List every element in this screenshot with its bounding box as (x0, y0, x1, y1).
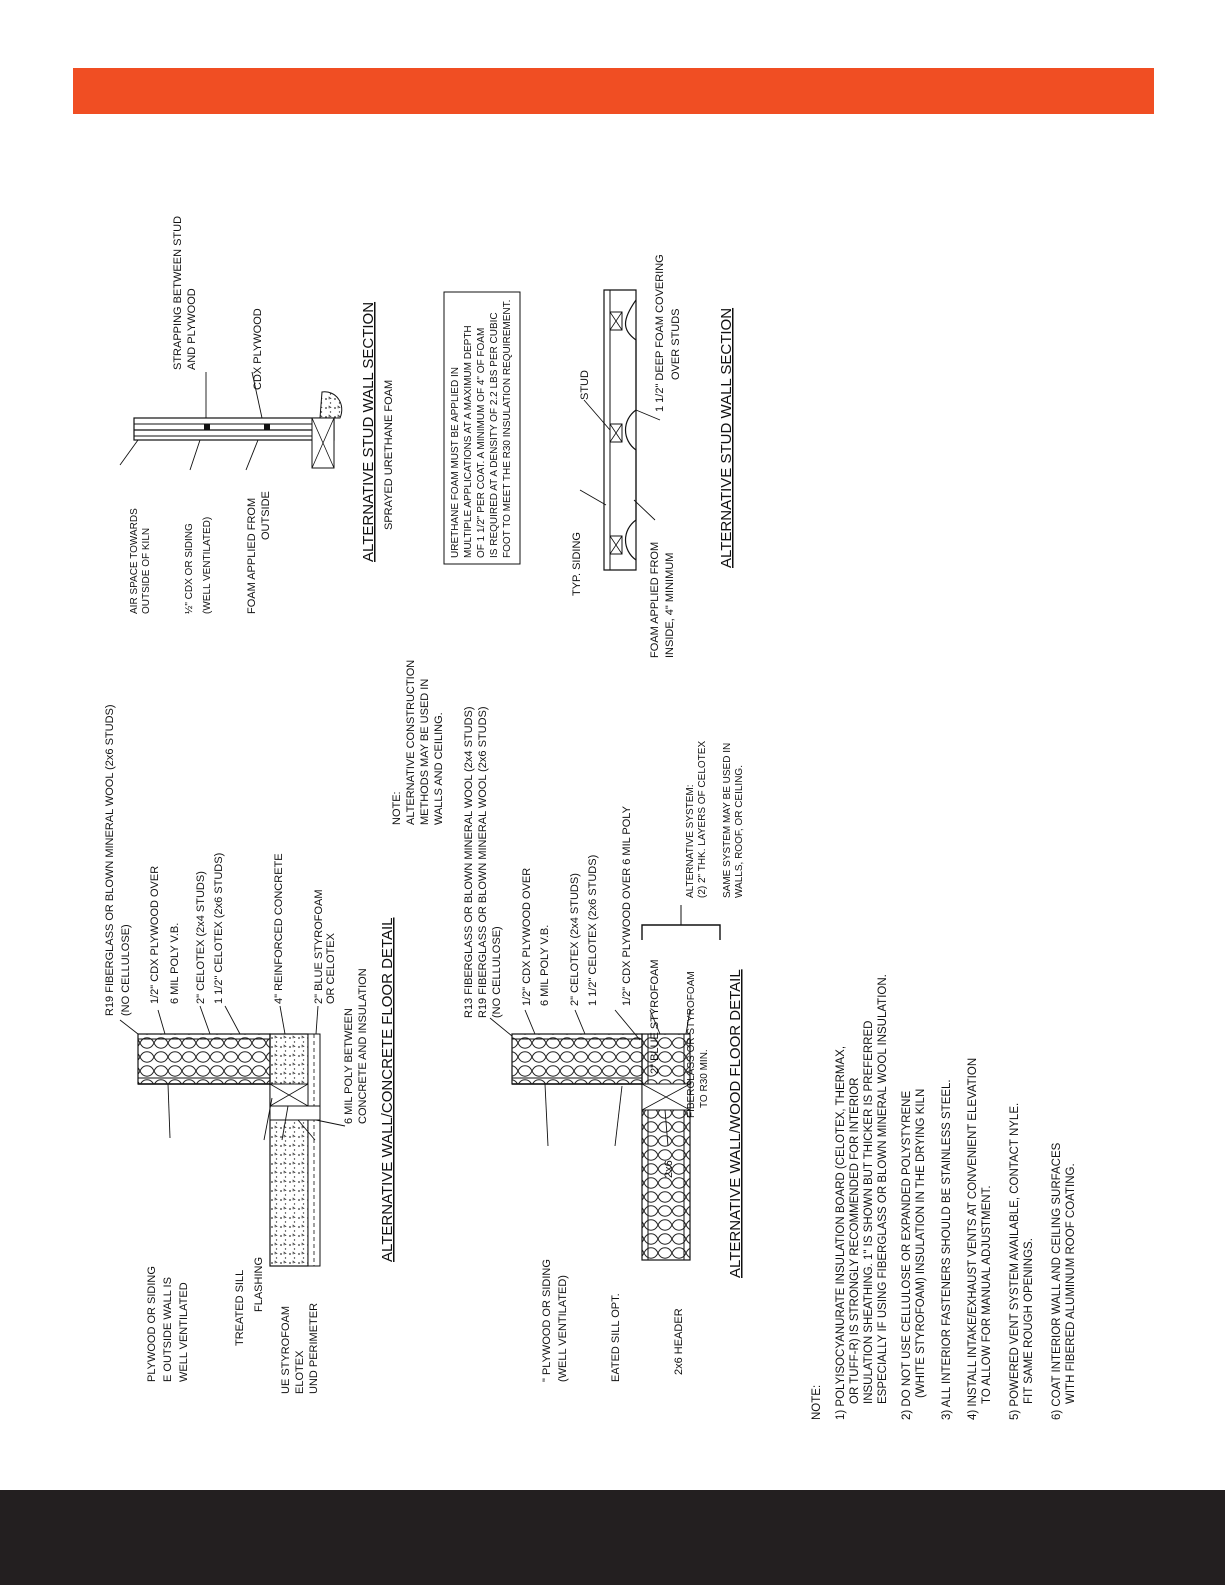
concrete-flashing-label: FLASHING (253, 1256, 265, 1312)
stud1-strap-label-1: STRAPPING BETWEEN STUD (172, 215, 184, 370)
wood-plywood-label-1: " PLYWOOD OR SIDING (541, 1259, 553, 1382)
concrete-plywood-label-1: PLYWOOD OR SIDING (146, 1266, 158, 1382)
stud2-inside-label-2: INSIDE, 4" MINIMUM (664, 552, 676, 658)
concrete-mil-poly-label-2: CONCRETE AND INSULATION (357, 968, 369, 1124)
stud2-deep-label-2: OVER STUDS (670, 308, 682, 380)
alt-system-label-2: (2) 2" THK. LAYERS OF CELOTEX (697, 740, 708, 898)
concrete-detail-title: ALTERNATIVE WALL/CONCRETE FLOOR DETAIL (379, 917, 396, 1262)
wood-2x6-label: 2x6 (663, 1160, 675, 1178)
wood-cdx-over-poly-label: 1/2" CDX PLYWOOD OVER 6 MIL POLY (621, 806, 633, 1006)
stud2-title: ALTERNATIVE STUD WALL SECTION (718, 307, 735, 568)
wood-blue-styro-label: 2" BLUE STYROFOAM (649, 959, 661, 1074)
stud1-subtitle: SPRAYED URETHANE FOAM (383, 379, 395, 530)
wood-r19-label: R19 FIBERGLASS OR BLOWN MINERAL WOOL (2x6 STUDS) (477, 706, 489, 1018)
concrete-perimeter-label-1: UE STYROFOAM (280, 1305, 292, 1394)
note-3: 3) ALL INTERIOR FASTENERS SHOULD BE STAINLESS STEEL. (941, 1079, 953, 1420)
stud-section-2-graphic (580, 290, 660, 570)
urethane-line-3: OF 1 1/2" PER COAT. A MINIMUM OF 4" OF FOAM (476, 327, 487, 558)
stud-section-1-graphic (120, 372, 342, 470)
note-6-line-2: WITH FIBERED ALUMINUM ROOF COATING. (1065, 1163, 1077, 1404)
urethane-line-4: IS REQUIRED AT A DENSITY OF 2.2 LBS PER CUBIC (489, 312, 500, 558)
wood-r13-label: R13 FIBERGLASS OR BLOWN MINERAL WOOL (2x4 STUDS) (463, 706, 475, 1018)
mid-note-line-2: METHODS MAY BE USED IN (419, 678, 431, 825)
wood-poly-label: 6 MIL POLY V.B. (539, 924, 551, 1006)
concrete-cdx-label: 1/2" CDX PLYWOOD OVER (149, 865, 161, 1004)
stud2-inside-label-1: FOAM APPLIED FROM (649, 541, 661, 658)
alt-system-label-3: SAME SYSTEM MAY BE USED IN (722, 742, 733, 898)
stud1-title: ALTERNATIVE STUD WALL SECTION (360, 301, 377, 562)
notes-heading: NOTE: (811, 1384, 823, 1420)
concrete-r19-label: R19 FIBERGLASS OR BLOWN MINERAL WOOL (2x6 STUDS) (104, 704, 116, 1016)
note-4-line-2: TO ALLOW FOR MANUAL ADJUSTMENT. (981, 1185, 993, 1404)
stud1-air-label-2: OUTSIDE OF KILN (141, 527, 152, 614)
note-1-line-2: OR TUFF-R) IS STRONGLY RECOMMENDED FOR INTERIOR (849, 1077, 861, 1404)
concrete-perimeter-label-2: ELOTEX (294, 1350, 306, 1394)
note-2-line-1: 2) DO NOT USE CELLULOSE OR EXPANDED POLYSTYRENE (901, 1090, 913, 1420)
concrete-poly-label: 6 MIL POLY V.B. (169, 922, 181, 1004)
mid-note-line-1: ALTERNATIVE CONSTRUCTION (405, 659, 417, 825)
stud1-foam-label-1: FOAM APPLIED FROM (246, 497, 258, 614)
note-1-line-4: ESPECIALLY IF USING FIBERGLASS OR BLOWN MINERAL WOOL INSULATION. (877, 974, 889, 1404)
stud1-air-label-1: AIR SPACE TOWARDS (129, 508, 140, 614)
concrete-plywood-label-2: E OUTSIDE WALL IS (162, 1277, 174, 1382)
note-6-line-1: 6) COAT INTERIOR WALL AND CEILING SURFACES (1051, 1142, 1063, 1420)
wood-no-cellulose-label: (NO CELLULOSE) (491, 926, 503, 1018)
concrete-detail-graphic (120, 1006, 345, 1266)
note-4-line-1: 4) INSTALL INTAKE/EXHAUST VENTS AT CONVENIENT ELEVATION (967, 1057, 979, 1420)
mid-note-line-3: WALLS AND CEILING. (433, 712, 445, 825)
note-5-line-2: FIT SAME ROUGH OPENINGS. (1023, 1238, 1035, 1404)
stud1-cdx-plywood-label: CDX PLYWOOD (252, 308, 264, 390)
concrete-sill-label: TREATED SILL (234, 1269, 246, 1346)
wood-detail-title: ALTERNATIVE WALL/WOOD FLOOR DETAIL (727, 969, 744, 1278)
concrete-mil-poly-label-1: 6 MIL POLY BETWEEN (343, 1008, 355, 1124)
stud2-deep-label-1: 1 1/2" DEEP FOAM COVERING (654, 254, 666, 412)
stud2-siding-label: TYP. SIDING (571, 532, 583, 596)
wood-header-label: 2x6 HEADER (673, 1308, 685, 1375)
stud1-strap-label-2: AND PLYWOOD (186, 288, 198, 370)
footer-band (0, 1490, 1225, 1585)
urethane-line-2: MULTIPLE APPLICATIONS AT A MAXIMUM DEPTH (463, 325, 474, 558)
concrete-perimeter-label-3: UND PERIMETER (308, 1302, 320, 1394)
note-1-line-3: INSULATION SHEATHING. 1" IS SHOWN BUT THICKER IS PREFERRED (863, 1020, 875, 1404)
urethane-line-5: FOOT TO MEET THE R30 INSULATION REQUIREMENT. (502, 299, 513, 558)
urethane-line-1: URETHANE FOAM MUST BE APPLIED IN (450, 367, 461, 558)
stud2-stud-label: STUD (579, 370, 591, 400)
concrete-no-cellulose-label: (NO CELLULOSE) (120, 924, 132, 1016)
wood-fiberglass-label-2: TO R30 MIN. (699, 1049, 710, 1108)
concrete-styro-label-2: OR CELOTEX (325, 933, 337, 1004)
wood-plywood-label-2: (WELL VENTILATED) (557, 1275, 569, 1382)
mid-note-heading: NOTE: (391, 791, 403, 825)
wood-celotex-2x4-label: 2" CELOTEX (2x4 STUDS) (569, 873, 581, 1006)
wood-celotex-2x6-label: 1 1/2" CELOTEX (2x6 STUDS) (587, 854, 599, 1006)
note-5-line-1: 5) POWERED VENT SYSTEM AVAILABLE, CONTACT NYLE. (1009, 1102, 1021, 1420)
concrete-styro-label-1: 2" BLUE STYROFOAM (313, 889, 325, 1004)
note-1-line-1: 1) POLYISOCYANURATE INSULATION BOARD (CELOTEX, THERMAX, (835, 1045, 847, 1420)
note-2-line-2: (WHITE STYROFOAM) INSULATION IN THE DRYING KILN (915, 1088, 927, 1398)
wood-cdx-label: 1/2" CDX PLYWOOD OVER (521, 867, 533, 1006)
wood-fiberglass-label-1: FIBERGLASS OR STYROFOAM (686, 971, 697, 1118)
concrete-reinforced-label: 4" REINFORCED CONCRETE (273, 853, 285, 1004)
stud1-cdx-label-2: (WELL VENTILATED) (202, 516, 213, 614)
wood-sill-label: EATED SILL OPT. (610, 1293, 622, 1382)
concrete-plywood-label-3: WELL VENTILATED (178, 1282, 190, 1382)
concrete-celotex-2x4-label: 2" CELOTEX (2x4 STUDS) (195, 871, 207, 1004)
stud1-cdx-label-1: ½" CDX OR SIDING (184, 523, 195, 614)
alt-system-label-4: WALLS, ROOF, OR CEILING. (734, 765, 745, 898)
stud1-foam-label-2: OUTSIDE (260, 491, 272, 540)
alt-system-label-1: ALTERNATIVE SYSTEM: (685, 784, 696, 898)
concrete-celotex-2x6-label: 1 1/2" CELOTEX (2x6 STUDS) (213, 852, 225, 1004)
